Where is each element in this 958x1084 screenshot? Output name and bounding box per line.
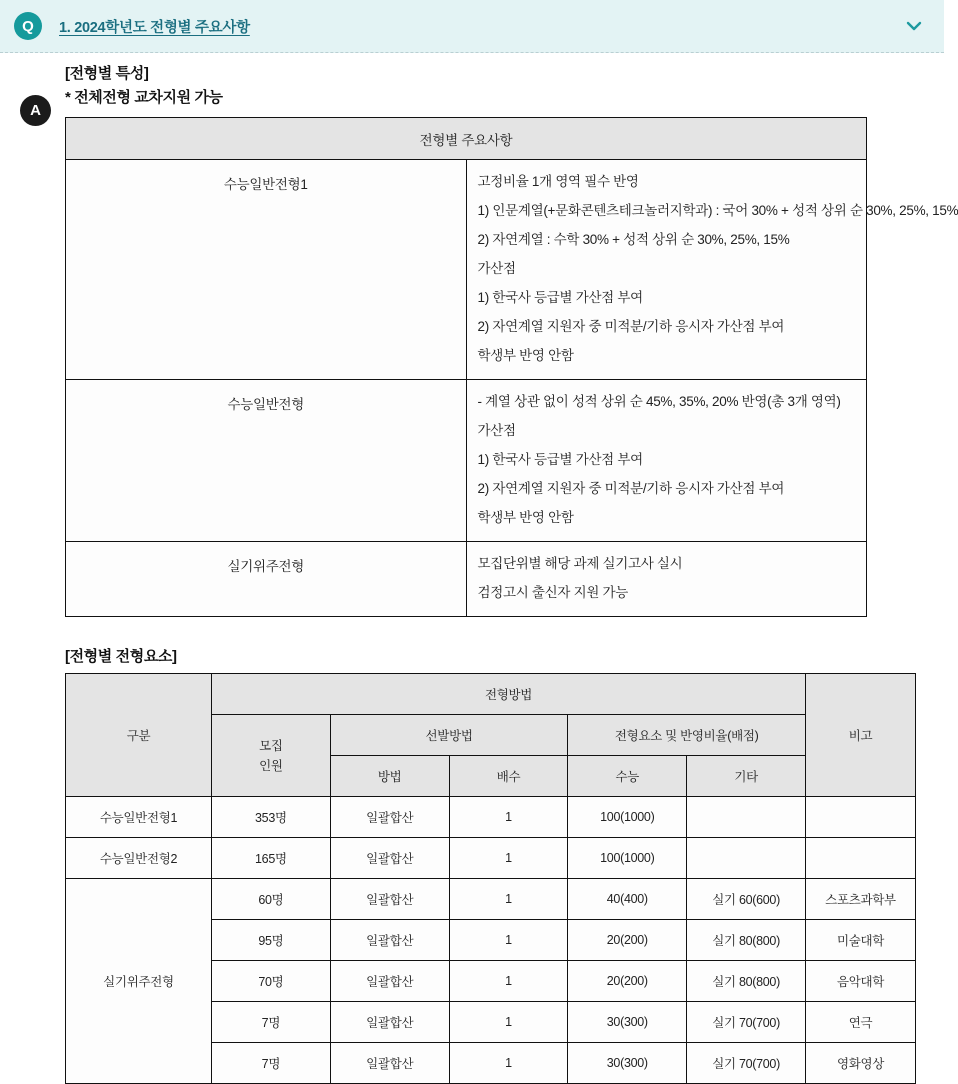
- row-body-line: 검정고시 출신자 지원 가능: [477, 585, 629, 600]
- table-caption-cell: 전형별 주요사항: [66, 118, 867, 160]
- table-header-row: [66, 674, 916, 715]
- cell-other: 실기 70(700): [687, 1043, 806, 1084]
- row-body-line: 2) 자연계열 지원자 중 미적분/기하 응시자 가산점 부여: [477, 481, 785, 496]
- section-title-elements: [전형별 전형요소]: [65, 648, 177, 665]
- cell-method: 일괄합산: [330, 961, 449, 1002]
- cell-gubun: 수능일반전형2: [66, 838, 212, 879]
- section-note-cross-application: * 전체전형 교차지원 가능: [65, 89, 223, 106]
- answer-badge-icon: A: [20, 95, 51, 126]
- cell-method: 일괄합산: [330, 920, 449, 961]
- row-body-line: 2) 자연계열 : 수학 30% + 성적 상위 순 30%, 25%, 15%: [477, 232, 790, 247]
- cell-other: [687, 797, 806, 838]
- col-header-method-group: 전형방법: [212, 674, 806, 715]
- cell-multiple: 1: [449, 920, 568, 961]
- row-body: [466, 380, 867, 542]
- row-body-line: 2) 자연계열 지원자 중 미적분/기하 응시자 가산점 부여: [477, 319, 785, 334]
- table-row: [66, 380, 867, 542]
- cell-multiple: 1: [449, 1002, 568, 1043]
- faq-question-title[interactable]: 1. 2024학년도 전형별 주요사항: [59, 19, 250, 36]
- cell-bigo: 영화영상: [806, 1043, 916, 1084]
- cell-gubun: 실기위주전형: [66, 879, 212, 1084]
- col-header-quota-line2: 인원: [259, 758, 283, 773]
- row-body-line: 학생부 반영 안함: [477, 348, 574, 363]
- cell-quota: 353명: [212, 797, 331, 838]
- cell-other: 실기 80(800): [687, 961, 806, 1002]
- col-header-quota-line1: 모집: [259, 738, 283, 753]
- row-body: [466, 542, 867, 617]
- table-row: [66, 542, 867, 617]
- cell-csat: 20(200): [568, 961, 687, 1002]
- table-row: [66, 160, 867, 380]
- cell-multiple: 1: [449, 879, 568, 920]
- cell-quota: 165명: [212, 838, 331, 879]
- cell-method: 일괄합산: [330, 1002, 449, 1043]
- faq-answer-body: [0, 53, 958, 1084]
- cell-gubun: 수능일반전형1: [66, 797, 212, 838]
- question-badge-icon: Q: [14, 12, 42, 40]
- row-body-line: 모집단위별 해당 과제 실기고사 실시: [477, 556, 683, 571]
- table-row: [66, 838, 916, 879]
- row-body-line: 1) 한국사 등급별 가산점 부여: [477, 452, 643, 467]
- faq-question-header[interactable]: [0, 0, 944, 53]
- cell-quota: 60명: [212, 879, 331, 920]
- section-title-characteristics: [전형별 특성]: [65, 65, 149, 82]
- table-caption-row: [66, 118, 867, 160]
- table-row: [66, 797, 916, 838]
- row-body-line: 1) 한국사 등급별 가산점 부여: [477, 290, 643, 305]
- cell-csat: 100(1000): [568, 838, 687, 879]
- col-header-bigo: 비고: [806, 674, 916, 797]
- row-body-line: 가산점: [477, 261, 516, 276]
- row-body-line: 가산점: [477, 423, 516, 438]
- col-header-gubun: 구분: [66, 674, 212, 797]
- row-label: 수능일반전형: [66, 380, 467, 542]
- row-body-line: 고정비율 1개 영역 필수 반영: [477, 174, 639, 189]
- admission-highlights-table: [65, 117, 958, 617]
- cell-method: 일괄합산: [330, 838, 449, 879]
- cell-multiple: 1: [449, 1043, 568, 1084]
- cell-bigo: [806, 838, 916, 879]
- cell-other: 실기 60(600): [687, 879, 806, 920]
- row-label: 수능일반전형1: [66, 160, 467, 380]
- answer-content: [65, 63, 958, 1084]
- cell-multiple: 1: [449, 797, 568, 838]
- row-body-line: - 계열 상관 없이 성적 상위 순 45%, 35%, 20% 반영(총 3개 영역): [477, 394, 841, 409]
- cell-bigo: 연극: [806, 1002, 916, 1043]
- chevron-down-icon[interactable]: [902, 14, 926, 38]
- cell-bigo: [806, 797, 916, 838]
- row-body-line: 1) 인문계열(+문화콘텐츠테크놀러지학과) : 국어 30% + 성적 상위 순 30%, 25%, 15%: [477, 203, 958, 218]
- cell-quota: 95명: [212, 920, 331, 961]
- cell-multiple: 1: [449, 838, 568, 879]
- cell-csat: 100(1000): [568, 797, 687, 838]
- cell-method: 일괄합산: [330, 1043, 449, 1084]
- cell-csat: 30(300): [568, 1043, 687, 1084]
- col-header-selection-group: 선발방법: [330, 715, 568, 756]
- row-label: 실기위주전형: [66, 542, 467, 617]
- col-header-multiple: 배수: [449, 756, 568, 797]
- col-header-other: 기타: [687, 756, 806, 797]
- cell-csat: 20(200): [568, 920, 687, 961]
- cell-bigo: 음악대학: [806, 961, 916, 1002]
- cell-bigo: 스포츠과학부: [806, 879, 916, 920]
- row-body: [466, 160, 958, 380]
- col-header-quota: [212, 715, 331, 797]
- cell-quota: 70명: [212, 961, 331, 1002]
- cell-other: [687, 838, 806, 879]
- col-header-ratio-group: 전형요소 및 반영비율(배점): [568, 715, 806, 756]
- cell-quota: 7명: [212, 1002, 331, 1043]
- cell-csat: 40(400): [568, 879, 687, 920]
- cell-method: 일괄합산: [330, 797, 449, 838]
- cell-method: 일괄합산: [330, 879, 449, 920]
- cell-bigo: 미술대학: [806, 920, 916, 961]
- cell-quota: 7명: [212, 1043, 331, 1084]
- cell-other: 실기 80(800): [687, 920, 806, 961]
- admission-elements-table: [65, 673, 916, 1084]
- table-row: [66, 879, 916, 920]
- cell-multiple: 1: [449, 961, 568, 1002]
- col-header-csat: 수능: [568, 756, 687, 797]
- cell-other: 실기 70(700): [687, 1002, 806, 1043]
- row-body-line: 학생부 반영 안함: [477, 510, 574, 525]
- col-header-method: 방법: [330, 756, 449, 797]
- cell-csat: 30(300): [568, 1002, 687, 1043]
